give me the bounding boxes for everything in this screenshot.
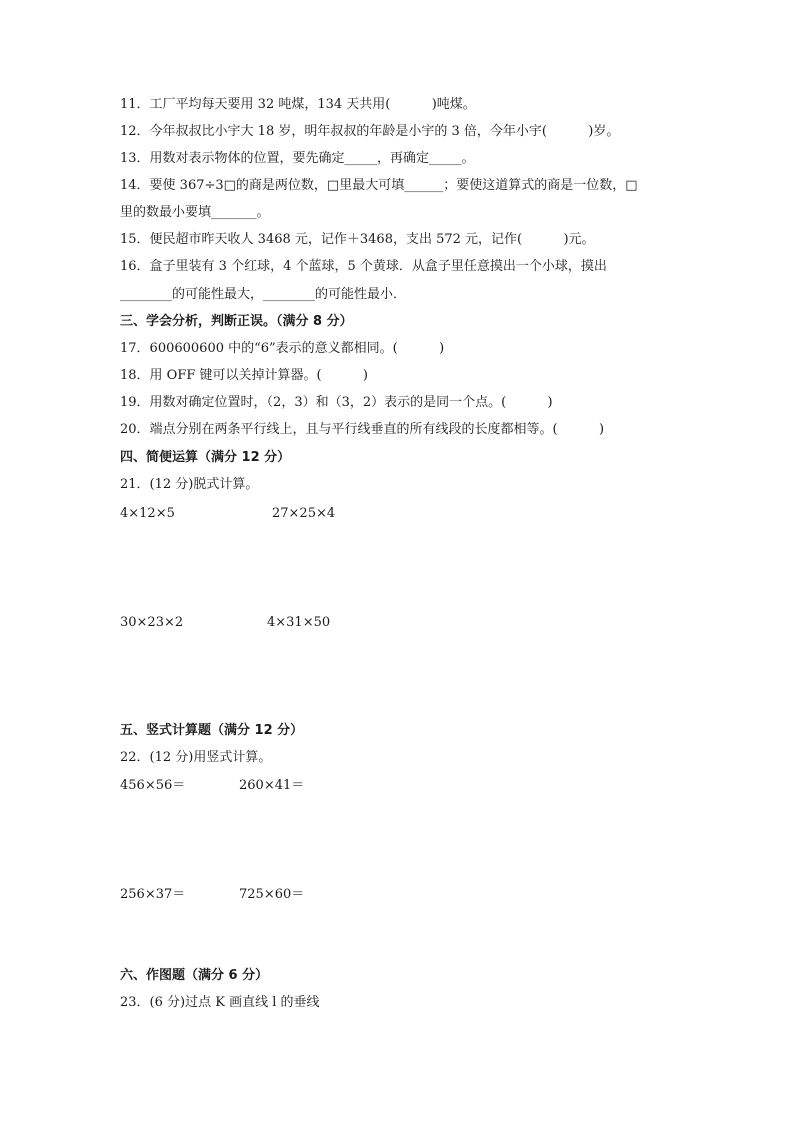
question-13: 13．用数对表示物体的位置，要先确定_____，再确定_____。 — [120, 151, 475, 166]
question-16-line2: ________的可能性最大，________的可能性最小． — [120, 287, 407, 302]
question-16-line1: 16．盒子里装有 3 个红球，4 个蓝球，5 个黄球．从盒子里任意摸出一个小球，摸出 — [120, 259, 607, 274]
question-14-line1: 14．要使 367÷3□的商是两位数，□里最大可填______；要使这道算式的商是一位数，□ — [120, 178, 638, 193]
vertical-calc-256x37: 256×37＝ — [120, 887, 186, 902]
section-6-heading: 六、作图题（满分 6 分） — [120, 968, 269, 983]
question-12: 12．今年叔叔比小宇大 18 岁，明年叔叔的年龄是小宇的 3 倍，今年小宇( )岁。 — [120, 124, 620, 139]
vertical-calc-725x60: 725×60＝ — [239, 887, 305, 902]
question-21: 21．(12 分)脱式计算。 — [120, 477, 259, 492]
question-22: 22．(12 分)用竖式计算。 — [120, 750, 272, 765]
question-15: 15．便民超市昨天收人 3468 元，记作＋3468，支出 572 元，记作( )元。 — [120, 232, 595, 247]
question-17: 17．600600600 中的“6”表示的意义都相同。( ) — [120, 341, 445, 356]
question-18: 18．用 OFF 键可以关掉计算器。( ) — [120, 368, 368, 383]
question-23: 23．(6 分)过点 K 画直线 l 的垂线 — [120, 995, 320, 1010]
question-14-line2: 里的数最小要填_______。 — [120, 205, 270, 220]
vertical-calc-260x41: 260×41＝ — [239, 778, 305, 793]
question-20: 20．端点分别在两条平行线上，且与平行线垂直的所有线段的长度都相等。( ) — [120, 422, 605, 437]
question-11: 11．工厂平均每天要用 32 吨煤，134 天共用( )吨煤。 — [120, 97, 476, 112]
expression-30x23x2: 30×23×2 — [120, 615, 184, 630]
section-5-heading: 五、竖式计算题（满分 12 分） — [120, 723, 304, 738]
vertical-calc-456x56: 456×56＝ — [120, 778, 186, 793]
section-4-heading: 四、简便运算（满分 12 分） — [120, 450, 291, 465]
section-3-heading: 三、学会分析，判断正误。（满分 8 分） — [120, 314, 353, 329]
expression-4x31x50: 4×31×50 — [267, 615, 331, 630]
expression-27x25x4: 27×25×4 — [272, 506, 336, 521]
expression-4x12x5: 4×12×5 — [120, 506, 175, 521]
question-19: 19．用数对确定位置时，（2，3）和（3，2）表示的是同一个点。( ) — [120, 395, 553, 410]
